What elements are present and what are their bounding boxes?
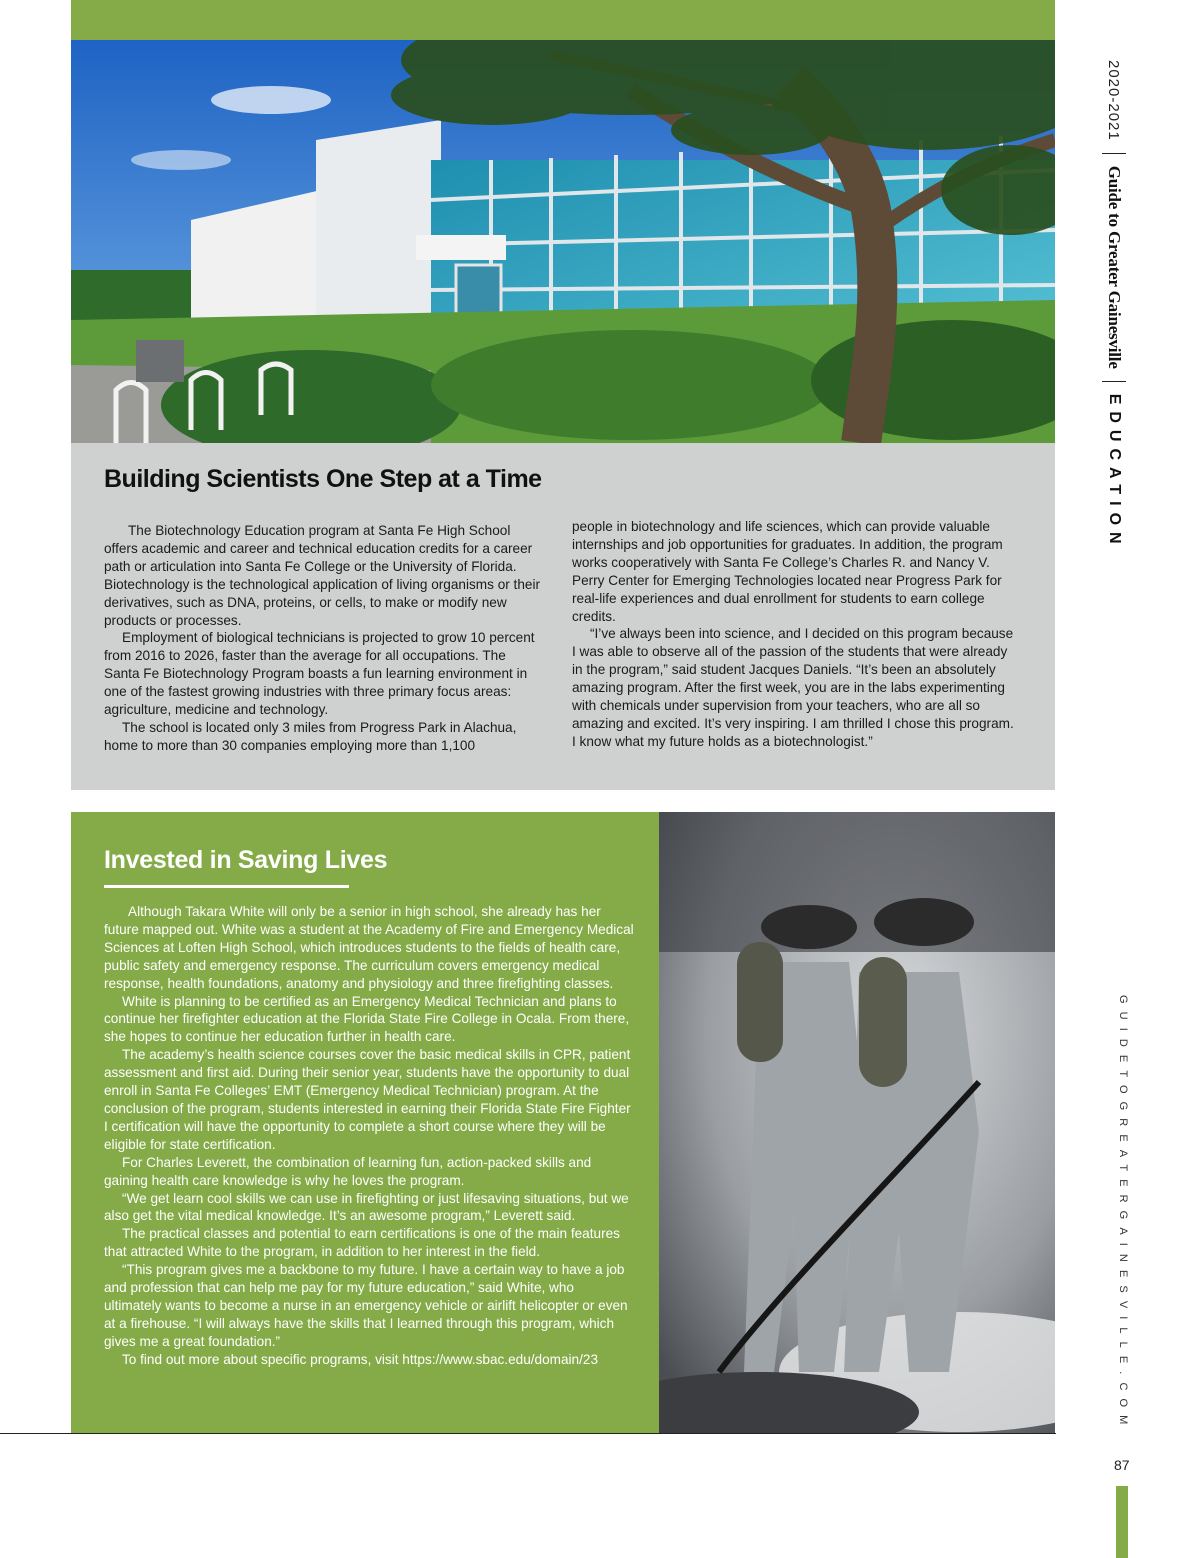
article-lifesaving-panel bbox=[71, 812, 659, 1434]
article-lifesaving-paragraph: White is planning to be certified as an Emergency Medical Technician and plans to continue her firefighter education at the Florida State Fire College in Ocala. From there, she hopes to continue her education further in health care. bbox=[104, 993, 630, 1045]
header-divider bbox=[1102, 381, 1126, 382]
article-lifesaving-paragraph: “We get learn cool skills we can use in firefighting or just lifesaving situations, but we also get the vital medical knowledge. It’s an awesome program,” Leverett said. bbox=[104, 1190, 629, 1224]
article-biotech-panel bbox=[71, 443, 1055, 790]
firefighters-illustration bbox=[659, 812, 1055, 1434]
article-biotech-title: Building Scientists One Step at a Time bbox=[104, 465, 542, 493]
running-header-section: EDUCATION bbox=[1106, 393, 1123, 551]
article-lifesaving-paragraph: “This program gives me a backbone to my future. I have a certain way to have a job and profession that can help me pay for my future education,” said White, who ultimately wants to become a nurse in an emergency vehicle or airlift helicopter or even at a firehouse. “I will always have the skills that I learned through this program, which gives me a great foundation.” bbox=[104, 1262, 628, 1349]
running-header-publication: Guide to Greater Gainesville bbox=[1105, 165, 1124, 369]
article-lifesaving-paragraph: Although Takara White will only be a senior in high school, she already has her future mapped out. White was a student at the Academy of Fire and Emergency Medical Sciences at Loften High School, which introduces students to the fields of health care, public safety and emergency response. The curriculum covers emergency medical response, health foundations, anatomy and physiology and three firefighting classes. bbox=[104, 904, 634, 991]
article-biotech-paragraph: The Biotechnology Education program at Santa Fe High School offers academic and career and technical education credits for a career path or articulation into Santa Fe College or the University of Florida. Biotechnology is the technological application of living organisms or their derivatives, such as DNA, proteins, or cells, to make or modify new products or processes. bbox=[104, 523, 541, 628]
article-biotech-paragraph: “I’ve always been into science, and I decided on this program because I was able to observe all of the passion of the students that were already in the program,” said student Jacques Daniels. “It’s been an absolutely amazing program. After the first week, you are in the labs experimenting with chemicals under supervision from your teachers, who are all so amazing and excited. It’s very inspiring. I am thrilled I chose this program. I know what my future holds as a biotechnologist.” bbox=[572, 626, 1014, 749]
article-biotech-paragraph: The school is located only 3 miles from Progress Park in Alachua, home to more than 30 companies employing more than 1,100 bbox=[104, 719, 517, 753]
page-tab-accent bbox=[1116, 1486, 1128, 1558]
page-number: 87 bbox=[1114, 1457, 1130, 1473]
building-photo bbox=[71, 40, 1055, 443]
article-biotech-column-2 bbox=[572, 518, 1020, 751]
top-accent-bar bbox=[71, 0, 1055, 40]
running-header bbox=[1101, 60, 1127, 551]
article-biotech-column-1 bbox=[104, 522, 544, 755]
article-lifesaving-paragraph: The academy’s health science courses cover the basic medical skills in CPR, patient assessment and first aid. During their senior year, students have the opportunity to dual enroll in Santa Fe Colleges’ EMT (Emergency Medical Technician) program. At the conclusion of the program, students interested in earning their Florida State Fire Fighter I certification will have the opportunity to complete a short course where they will be eligible for state certification. bbox=[104, 1047, 631, 1152]
page-bottom-rule bbox=[0, 1433, 1056, 1434]
article-lifesaving-paragraph: The practical classes and potential to earn certifications is one of the main features that attracted White to the program, in addition to her interest in the field. bbox=[104, 1226, 620, 1260]
header-divider bbox=[1102, 153, 1126, 154]
article-lifesaving-paragraph: For Charles Leverett, the combination of learning fun, action-packed skills and gaining health care knowledge is why he loves the program. bbox=[104, 1154, 592, 1188]
article-biotech-paragraph: Employment of biological technicians is projected to grow 10 percent from 2016 to 2026, faster than the average for all occupations. The Santa Fe Biotechnology Program boasts a fun learning environment in one of the fastest growing industries with three primary focus areas: agriculture, medicine and technology. bbox=[104, 630, 535, 718]
article-lifesaving-title: Invested in Saving Lives bbox=[104, 846, 388, 874]
running-header-year: 2020-2021 bbox=[1105, 60, 1123, 141]
building-illustration bbox=[71, 40, 1055, 443]
article-lifesaving-paragraph: To find out more about specific programs, visit https://www.sbac.edu/domain/23 bbox=[122, 1351, 599, 1367]
article-biotech-paragraph: people in biotechnology and life sciences, which can provide valuable internships and job opportunities for graduates. In addition, the program works cooperatively with Santa Fe College’s Charles R. and Nancy V. Perry Center for Emerging Technologies located near Progress Park for real-life experiences and dual enrollment for students to earn college credits. bbox=[572, 519, 1003, 624]
title-underline bbox=[104, 885, 349, 888]
article-lifesaving-body bbox=[104, 903, 634, 1369]
firefighters-photo bbox=[659, 812, 1055, 1434]
website-url: GUIDETOGREATERGAINESVILLE.COM bbox=[1117, 995, 1129, 1433]
